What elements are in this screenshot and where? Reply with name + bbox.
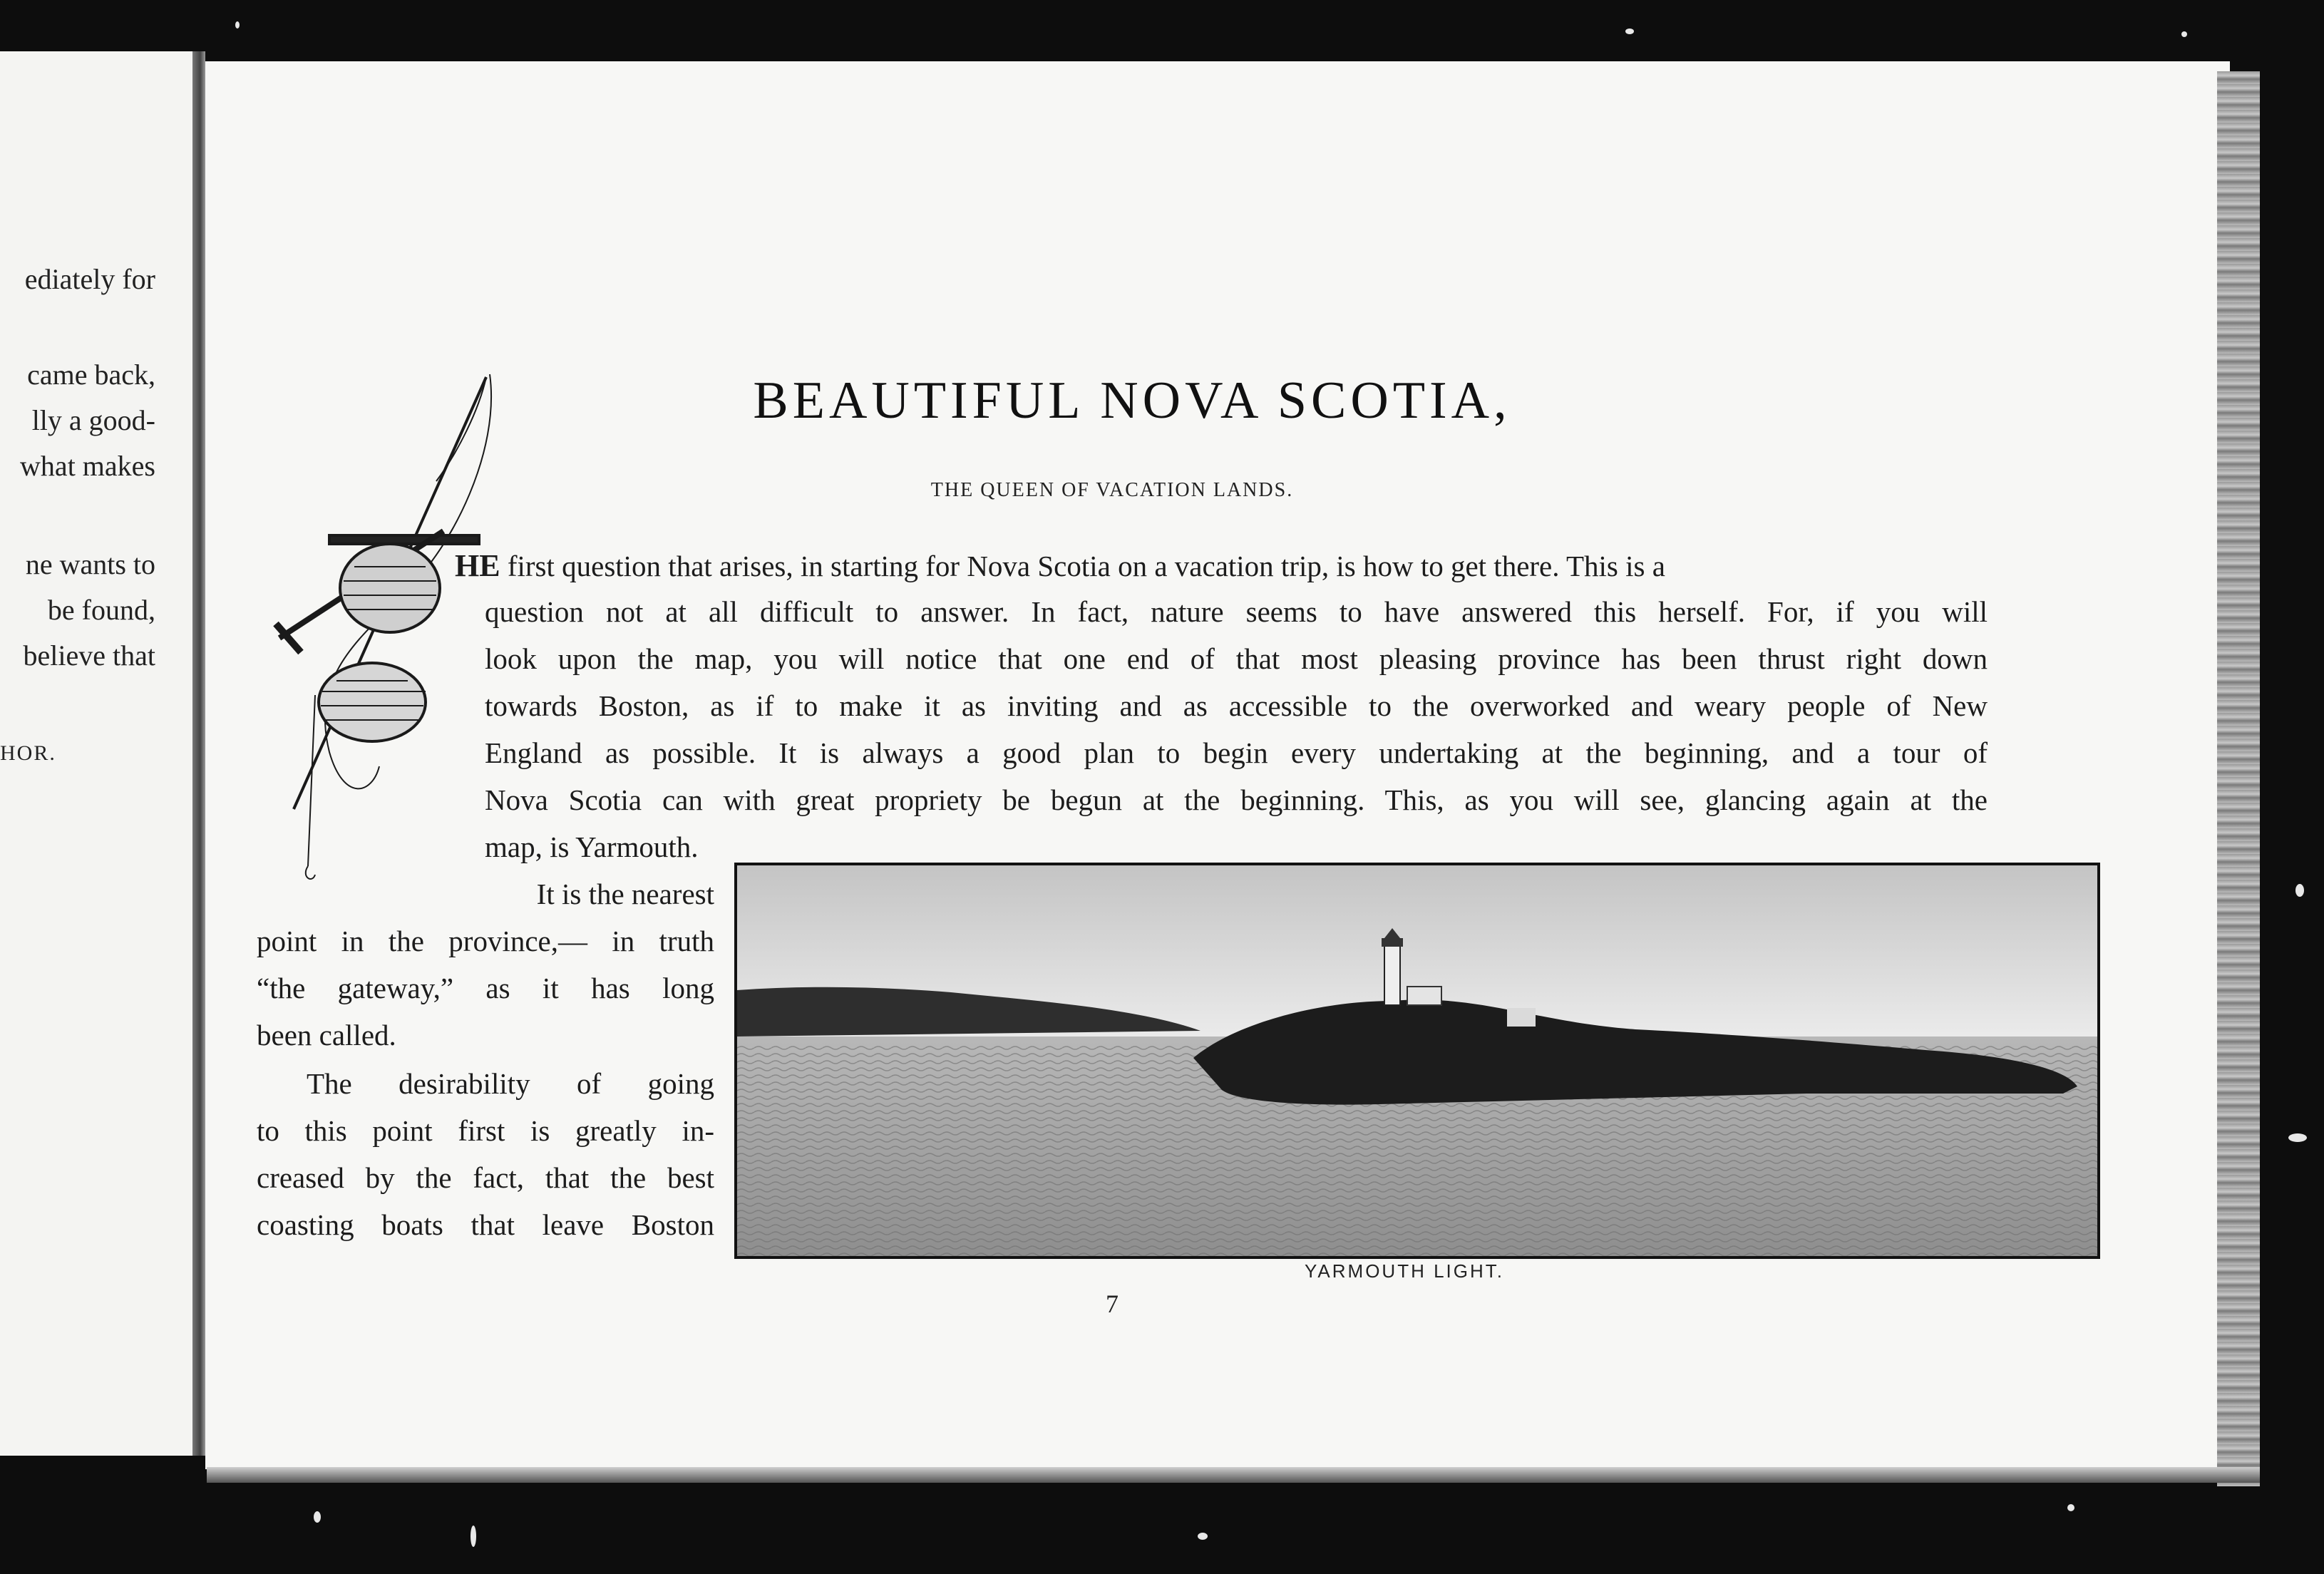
page-number: 7 <box>1106 1290 1119 1318</box>
film-speck <box>314 1511 321 1523</box>
page-gutter <box>192 51 205 1456</box>
article-subtitle: THE QUEEN OF VACATION LANDS. <box>930 479 1294 501</box>
text-line-4: towards Boston, as if to make it as inviting and as accessible to the overworked and weary people of New <box>485 689 1988 722</box>
film-speck <box>2288 1133 2307 1142</box>
left-line: what makes <box>20 450 155 482</box>
fishing-gear-illustration <box>265 367 493 891</box>
lighthouse-icon <box>737 865 2097 1256</box>
text-line-3: look upon the map, you will notice that one end of that most pleasing province has been thrust right down <box>485 642 1988 675</box>
fishing-creel-icon <box>265 367 493 888</box>
yarmouth-light-photo <box>734 863 2100 1259</box>
film-speck <box>1625 29 1634 34</box>
text-line-5: England as possible. It is always a good plan to begin every undertaking at the beginning, and a tour of <box>485 736 1988 769</box>
film-speck <box>2067 1504 2074 1511</box>
text-line-10: “the gateway,” as it has long <box>257 972 714 1004</box>
text-line-14: creased by the fact, that the best <box>257 1161 714 1194</box>
text-line-6: Nova Scotia can with great propriety be begun at the beginning. This, as you will see, glancing again at the <box>485 783 1988 816</box>
text-line-1: HE first question that arises, in starting for Nova Scotia on a vacation trip, is how to get there. This is a <box>455 548 1665 583</box>
left-line: ediately for <box>24 263 155 295</box>
text-line-13: to this point first is greatly in- <box>257 1114 714 1147</box>
page-shadow <box>207 1467 2260 1483</box>
text-line-9: point in the province,— in truth <box>257 925 714 957</box>
text-line-15: coasting boats that leave Boston <box>257 1208 714 1241</box>
film-speck <box>1198 1533 1208 1540</box>
text-line-2: question not at all difficult to answer. In fact, nature seems to have answered this herself. For, if you will <box>485 595 1988 628</box>
film-speck <box>235 21 240 29</box>
left-line: lly a good- <box>31 404 155 436</box>
film-speck <box>471 1526 476 1547</box>
text-line-11: been called. <box>257 1019 396 1051</box>
left-page-fragment <box>0 51 192 1456</box>
left-line: believe that <box>23 639 155 672</box>
text-line-8: It is the nearest <box>536 878 714 910</box>
photo-caption: YARMOUTH LIGHT. <box>1305 1260 1504 1282</box>
left-line: ne wants to <box>25 548 155 580</box>
text-line-7: map, is Yarmouth. <box>485 830 699 863</box>
left-line: came back, <box>27 359 155 391</box>
left-signature: HOR. <box>0 741 56 765</box>
film-speck <box>2181 31 2187 37</box>
left-line: be found, <box>47 594 155 626</box>
article-title: BEAUTIFUL NOVA SCOTIA, <box>753 371 1511 430</box>
text-line-12: The desirability of going <box>307 1067 714 1100</box>
page-edge <box>2217 71 2260 1486</box>
film-speck <box>2295 884 2304 897</box>
drop-cap: HE <box>455 548 500 583</box>
